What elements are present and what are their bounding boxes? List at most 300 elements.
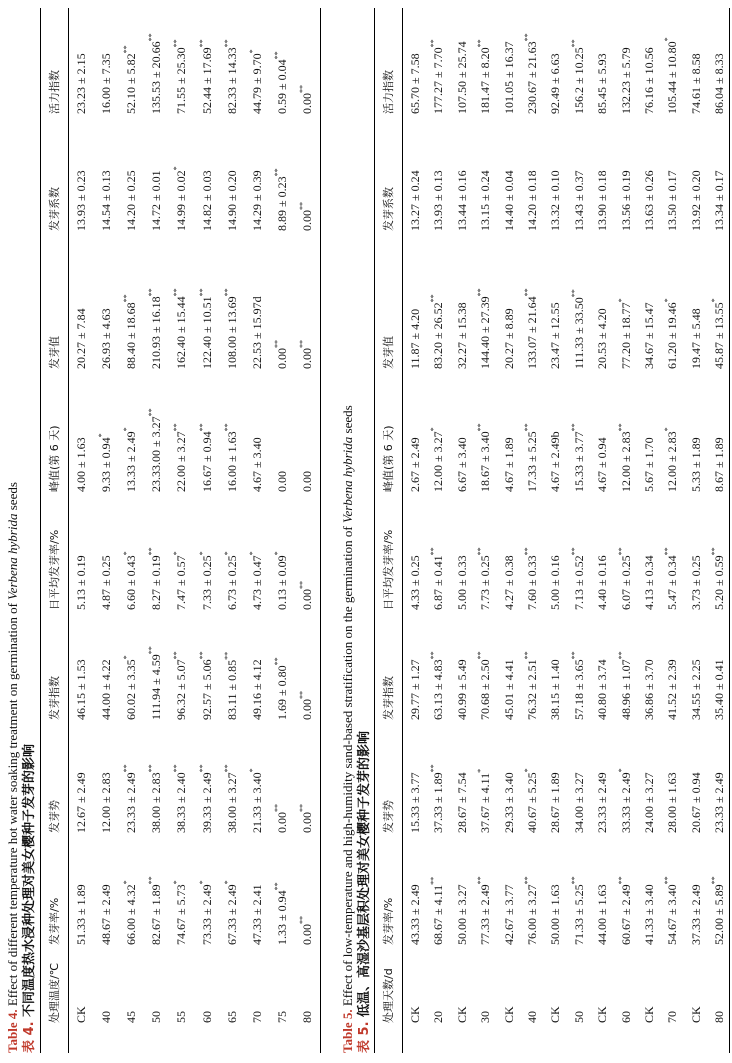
table-cell: 48.96 ± 1.07** [616, 651, 633, 720]
significance-mark: ** [147, 876, 157, 885]
row-label: CK [595, 1006, 610, 1023]
column-header: 发芽指数 [48, 676, 61, 720]
significance-mark: * [172, 880, 182, 885]
significance-mark: ** [569, 876, 579, 885]
table-cell: 28.67 ± 1.89 [548, 772, 563, 833]
table-4-title-cn: 不同温度热水浸种处理对美女樱种子发芽的影响 [22, 743, 37, 1022]
table-cell: 14.20 ± 0.25 [124, 170, 139, 231]
column-header: 峰值(第 6 天) [48, 425, 61, 492]
table-cell: 0.00 [274, 471, 289, 492]
significance-mark: ** [569, 547, 579, 556]
table-cell: 54.67 ± 3.40** [663, 876, 680, 945]
row-label: CK [74, 1006, 88, 1023]
table-cell: 37.33 ± 2.49 [688, 884, 703, 945]
table-cell: 41.52 ± 2.39 [665, 659, 680, 720]
significance-mark: ** [663, 876, 673, 885]
significance-mark: ** [272, 804, 282, 812]
table-cell: 0.00** [272, 340, 289, 369]
column-header: 处理天数/d [382, 968, 395, 1023]
table-row [660, 8, 685, 1053]
table-row [497, 8, 522, 1053]
significance-mark: ** [272, 882, 282, 891]
table-cell: 71.33 ± 5.25** [569, 876, 586, 945]
table-cell: 17.33 ± 5.25** [523, 423, 539, 492]
row-label: 70 [249, 1011, 264, 1023]
table-cell: 0.00** [297, 202, 314, 231]
table-row [270, 8, 295, 1053]
table-cell: 4.33 ± 0.25 [408, 555, 422, 610]
column-header: 发芽指数 [382, 676, 395, 720]
table-cell: 40.67 ± 5.25* [523, 768, 539, 833]
column-header: 发芽势 [48, 800, 61, 833]
table-4-title-en: Effect of different temperature hot water soaking treatment on germination of [5, 599, 20, 1010]
table-cell: 12.67 ± 2.49 [74, 772, 88, 833]
table-cell: 5.20 ± 0.59** [710, 547, 727, 610]
significance-mark: ** [147, 408, 157, 417]
table-5 [336, 0, 732, 1063]
column-header: 活力指数 [48, 70, 61, 114]
table-cell: 3.73 ± 0.25 [688, 555, 703, 610]
row-label: CK [642, 1006, 656, 1023]
table-cell: 28.67 ± 7.54 [454, 772, 469, 833]
table-5-header-rule [402, 8, 403, 1053]
significance-mark: * [476, 768, 486, 773]
table-cell: 88.40 ± 18.68** [122, 294, 139, 369]
table-cell: 0.00** [297, 581, 314, 610]
table-cell: 26.93 ± 4.63 [99, 308, 114, 369]
table-cell: 19.47 ± 5.48 [688, 308, 703, 369]
column-header: 发芽势 [382, 800, 395, 833]
table-cell: 4.27 ± 0.38 [501, 555, 516, 610]
table-cell: 14.72 ± 0.01 [149, 170, 164, 231]
row-label: 60 [199, 1011, 214, 1023]
significance-mark: ** [122, 764, 132, 773]
table-cell: 50.00 ± 1.63 [548, 884, 563, 945]
row-label: 80 [712, 1011, 727, 1023]
table-cell: 73.33 ± 2.49* [197, 880, 214, 945]
table-cell: 37.33 ± 1.89** [429, 764, 446, 833]
table-cell: 14.20 ± 0.18 [525, 170, 539, 231]
table-cell: 111.33 ± 33.50** [569, 289, 586, 369]
table-cell: 156.2 ± 10.25** [569, 39, 586, 114]
table-cell: 8.27 ± 0.19** [147, 547, 164, 610]
table-cell: 49.16 ± 4.12 [249, 659, 264, 720]
table-cell: 13.27 ± 0.24 [408, 170, 422, 231]
significance-mark: * [429, 427, 439, 432]
table-cell: 52.44 ± 17.69** [197, 39, 214, 114]
row-label: 75 [274, 1011, 289, 1023]
table-cell: 13.44 ± 0.16 [454, 170, 469, 231]
table-cell: 1.69 ± 0.80** [272, 657, 289, 720]
table-row [403, 8, 428, 1053]
table-cell: 57.18 ± 3.65** [569, 651, 586, 720]
table-cell: 38.15 ± 1.40 [548, 659, 563, 720]
table-cell: 4.67 ± 0.94 [595, 437, 610, 492]
table-row [144, 8, 169, 1053]
significance-mark: ** [147, 547, 157, 556]
table-5-number: Table 5. [340, 1009, 355, 1053]
significance-mark: * [122, 880, 132, 885]
table-cell: 92.49 ± 6.63 [548, 53, 563, 114]
significance-mark: * [122, 655, 132, 660]
significance-mark: ** [429, 294, 439, 303]
significance-mark: ** [616, 651, 626, 660]
table-cell: 34.67 ± 15.47 [642, 302, 656, 369]
table-row [590, 8, 615, 1053]
significance-mark: ** [569, 423, 579, 432]
significance-mark: ** [147, 646, 157, 655]
row-label: 55 [174, 1011, 189, 1023]
table-cell: 122.40 ± 10.51** [197, 288, 214, 369]
table-5-number-cn: 表 5. [357, 1021, 372, 1053]
table-cell: 47.33 ± 2.41 [249, 884, 264, 945]
table-cell: 71.55 ± 25.30** [172, 39, 189, 114]
table-cell: 177.27 ± 7.70** [429, 39, 446, 114]
table-cell: 36.86 ± 3.70 [642, 659, 656, 720]
significance-mark: ** [523, 547, 532, 556]
table-cell: 13.50 ± 0.17 [665, 170, 680, 231]
table-4-species: Verbena hybrida [5, 513, 20, 600]
table-cell: 4.67 ± 3.40 [249, 437, 264, 492]
significance-mark: ** [523, 876, 532, 885]
table-cell: 24.00 ± 3.27 [642, 772, 656, 833]
column-header: 发芽值 [48, 336, 61, 369]
column-header: 发芽系数 [48, 187, 61, 231]
row-label: CK [501, 1006, 516, 1023]
significance-mark: ** [569, 289, 579, 298]
significance-mark: ** [476, 423, 486, 432]
table-cell: 76.16 ± 10.56 [642, 47, 656, 114]
table-cell: 14.99 ± 0.02* [172, 166, 189, 231]
significance-mark: ** [272, 340, 282, 348]
table-cell: 28.00 ± 1.63 [665, 772, 680, 833]
table-5-title-cn: 低温、高湿沙基层积处理对美女樱种子发芽的影响 [357, 730, 372, 1022]
row-label: 40 [99, 1011, 114, 1023]
table-cell: 5.67 ± 1.70 [642, 437, 656, 492]
table-cell: 82.33 ± 14.33** [222, 39, 239, 114]
significance-mark: * [247, 49, 257, 54]
table-cell: 15.33 ± 3.77** [569, 423, 586, 492]
table-cell: 132.23 ± 5.79 [618, 47, 633, 114]
table-4-caption-en [5, 482, 21, 1053]
significance-mark: ** [172, 764, 182, 773]
table-cell: 34.55 ± 2.25 [688, 659, 703, 720]
significance-mark: ** [272, 168, 282, 177]
table-cell: 23.33 ± 2.49** [122, 764, 139, 833]
table-cell: 60.02 ± 3.35* [122, 655, 139, 720]
table-4-caption-cn [21, 744, 38, 1053]
table-cell: 5.00 ± 0.16 [548, 555, 563, 610]
significance-mark: ** [297, 85, 307, 93]
significance-mark: ** [172, 423, 182, 432]
significance-mark: ** [147, 288, 157, 297]
significance-mark: ** [616, 423, 626, 432]
row-label: 70 [665, 1011, 680, 1023]
table-cell: 0.00** [297, 916, 314, 945]
table-cell: 13.43 ± 0.37 [571, 170, 586, 231]
table-cell: 111.94 ± 4.59** [147, 646, 164, 720]
table-row [94, 8, 119, 1053]
table-row [450, 8, 475, 1053]
table-row [520, 8, 545, 1053]
table-cell: 0.00** [297, 804, 314, 833]
significance-mark: ** [476, 288, 486, 297]
table-cell: 77.20 ± 18.77* [616, 298, 633, 369]
table-cell: 4.67 ± 2.49b [548, 431, 563, 492]
table-cell: 0.00** [297, 340, 314, 369]
table-cell: 68.67 ± 4.11** [429, 876, 446, 945]
significance-mark: ** [429, 876, 439, 885]
table-5-caption-en [340, 405, 356, 1053]
table-cell: 20.53 ± 4.20 [595, 308, 610, 369]
table-cell: 14.90 ± 0.20 [224, 170, 239, 231]
table-cell: 12.00 ± 2.83** [616, 423, 633, 492]
significance-mark: ** [222, 423, 232, 432]
table-cell: 46.15 ± 1.53 [74, 659, 88, 720]
significance-mark: ** [616, 876, 626, 885]
table-cell: 60.67 ± 2.49** [616, 876, 633, 945]
table-4-title-tail: seeds [5, 482, 20, 514]
significance-mark: ** [297, 581, 307, 589]
column-header: 发芽系数 [382, 187, 395, 231]
significance-mark: * [97, 433, 107, 438]
table-cell: 76.32 ± 2.51** [523, 651, 539, 720]
row-label: CK [548, 1006, 563, 1023]
table-cell: 33.33 ± 2.49* [616, 768, 633, 833]
table-cell: 70.68 ± 2.50** [476, 651, 493, 720]
table-cell: 2.67 ± 2.49 [408, 437, 422, 492]
table-cell: 7.13 ± 0.52** [569, 547, 586, 610]
table-cell: 162.40 ± 15.44** [172, 288, 189, 369]
table-cell: 66.00 ± 4.32* [122, 880, 139, 945]
table-cell: 6.07 ± 0.25** [616, 547, 633, 610]
table-cell: 23.47 ± 12.55 [548, 302, 563, 369]
table-cell: 74.61 ± 8.58 [688, 53, 703, 114]
table-cell: 96.32 ± 5.07** [172, 651, 189, 720]
table-cell: 9.33 ± 0.94* [97, 433, 114, 492]
significance-mark: ** [122, 45, 132, 54]
significance-mark: ** [297, 804, 307, 812]
significance-mark: ** [297, 916, 307, 924]
significance-mark: ** [429, 651, 439, 660]
table-row [543, 8, 568, 1053]
table-cell: 6.67 ± 3.40 [454, 437, 469, 492]
significance-mark: * [122, 427, 132, 432]
table-cell: 43.33 ± 2.49 [408, 884, 422, 945]
table-cell: 13.93 ± 0.13 [431, 170, 446, 231]
table-cell: 21.33 ± 3.40* [247, 768, 264, 833]
table-4-header-rule [68, 8, 69, 1053]
table-cell: 0.59 ± 0.04** [272, 51, 289, 114]
table-cell: 23.33 ± 2.49 [595, 772, 610, 833]
table-cell: 5.13 ± 0.19 [74, 555, 88, 610]
significance-mark: ** [197, 423, 207, 432]
table-row [473, 8, 498, 1053]
table-row [567, 8, 592, 1053]
table-cell: 14.54 ± 0.13 [99, 170, 114, 231]
table-cell: 7.60 ± 0.33** [523, 547, 539, 610]
significance-mark: ** [476, 547, 486, 556]
row-label: 60 [618, 1011, 633, 1023]
table-cell: 39.33 ± 2.49** [197, 764, 214, 833]
significance-mark: * [663, 37, 673, 42]
significance-mark: * [247, 551, 257, 556]
table-5-top-rule [374, 8, 375, 1053]
table-cell: 50.00 ± 3.27 [454, 884, 469, 945]
table-cell: 8.67 ± 1.89 [712, 437, 727, 492]
significance-mark: ** [663, 547, 673, 556]
table-cell: 76.00 ± 3.27** [523, 876, 539, 945]
significance-mark: * [197, 880, 207, 885]
table-cell: 13.32 ± 0.10 [548, 170, 563, 231]
significance-mark: ** [476, 39, 486, 48]
table-cell: 52.10 ± 5.82** [122, 45, 139, 114]
table-cell: 23.33 ± 2.49 [712, 772, 727, 833]
table-cell: 16.67 ± 0.94** [197, 423, 214, 492]
table-cell: 7.33 ± 0.25* [197, 551, 214, 610]
significance-mark: ** [122, 294, 132, 303]
table-cell: 41.33 ± 3.40 [642, 884, 656, 945]
table-cell: 74.67 ± 5.73* [172, 880, 189, 945]
significance-mark: ** [710, 547, 720, 556]
table-cell: 4.73 ± 0.47* [247, 551, 264, 610]
row-label: 30 [478, 1011, 493, 1023]
table-5-title-en: Effect of low-temperature and high-humidity sand-based stratification on the germination of [340, 523, 355, 1010]
table-cell: 37.67 ± 4.11* [476, 768, 493, 833]
row-label: 45 [124, 1011, 139, 1023]
significance-mark: ** [197, 39, 207, 48]
table-cell: 13.33 ± 2.49* [122, 427, 139, 492]
table-cell: 107.50 ± 25.74 [454, 41, 469, 114]
table-cell: 65.70 ± 7.58 [408, 53, 422, 114]
table-cell: 5.00 ± 0.33 [454, 555, 469, 610]
header-row [42, 8, 67, 1053]
table-cell: 13.90 ± 0.18 [595, 170, 610, 231]
table-cell: 52.00 ± 5.89** [710, 876, 727, 945]
table-cell: 14.29 ± 0.39 [249, 170, 264, 231]
significance-mark: ** [172, 651, 182, 660]
table-cell: 5.47 ± 0.34** [663, 547, 680, 610]
table-cell: 12.00 ± 2.83* [663, 427, 680, 492]
table-5-bottom-rule [729, 8, 730, 1053]
table-cell: 1.33 ± 0.94** [272, 882, 289, 945]
table-cell: 63.13 ± 4.83** [429, 651, 446, 720]
table-cell: 20.27 ± 7.84 [74, 308, 88, 369]
table-cell: 7.47 ± 0.57* [172, 551, 189, 610]
table-cell: 77.33 ± 2.49** [476, 876, 493, 945]
significance-mark: ** [569, 39, 579, 48]
row-label: 80 [299, 1011, 314, 1023]
significance-mark: ** [172, 288, 182, 297]
table-4-bottom-rule [320, 8, 321, 1053]
significance-mark: ** [197, 288, 207, 297]
table-cell: 35.40 ± 0.41 [712, 659, 727, 720]
column-header: 峰值(第 6 天) [382, 425, 395, 492]
table-cell: 38.00 ± 3.27** [222, 764, 239, 833]
table-row [169, 8, 194, 1053]
table-cell: 23.23 ± 2.15 [74, 53, 88, 114]
table-cell: 42.67 ± 3.77 [501, 884, 516, 945]
table-cell: 210.93 ± 16.18** [147, 288, 164, 369]
row-label: CK [454, 1006, 469, 1023]
significance-mark: ** [272, 657, 282, 666]
table-cell: 4.40 ± 0.16 [595, 555, 610, 610]
table-4-number-cn: 表 4. [22, 1021, 37, 1053]
table-cell: 101.05 ± 16.37 [501, 41, 516, 114]
table-cell: 6.60 ± 0.43* [122, 551, 139, 610]
table-cell: 82.67 ± 1.89** [147, 876, 164, 945]
significance-mark: ** [197, 764, 207, 773]
significance-mark: ** [222, 288, 232, 297]
significance-mark: ** [222, 764, 232, 773]
significance-mark: ** [272, 51, 282, 60]
significance-mark: * [122, 551, 132, 556]
row-label: 65 [224, 1011, 239, 1023]
table-cell: 13.15 ± 0.24 [478, 170, 493, 231]
table-row [195, 8, 220, 1053]
column-header: 日平均发芽率/% [48, 529, 61, 610]
table-cell: 38.00 ± 2.83** [147, 764, 164, 833]
table-cell: 14.82 ± 0.03 [199, 170, 214, 231]
table-cell: 13.63 ± 0.26 [642, 170, 656, 231]
table-cell: 12.00 ± 2.83 [99, 772, 114, 833]
table-cell: 7.73 ± 0.25** [476, 547, 493, 610]
table-cell: 14.40 ± 0.04 [501, 170, 516, 231]
significance-mark: * [222, 551, 232, 556]
table-cell: 32.27 ± 15.38 [454, 302, 469, 369]
table-cell: 4.87 ± 0.25 [99, 555, 114, 610]
significance-mark: ** [476, 876, 486, 885]
table-cell: 22.00 ± 3.27** [172, 423, 189, 492]
significance-mark: * [616, 298, 626, 303]
table-cell: 6.73 ± 0.25* [222, 551, 239, 610]
table-row [69, 8, 94, 1053]
table-row [426, 8, 451, 1053]
significance-mark: ** [222, 39, 232, 48]
table-cell: 67.33 ± 2.49* [222, 880, 239, 945]
table-cell: 44.79 ± 9.70* [247, 49, 264, 114]
table-4-number: Table 4. [5, 1009, 20, 1053]
table-cell: 108.00 ± 13.69** [222, 288, 239, 369]
table-cell: 48.67 ± 2.49 [99, 884, 114, 945]
significance-mark: ** [523, 651, 532, 660]
table-cell: 4.67 ± 1.89 [501, 437, 516, 492]
table-cell: 45.01 ± 4.41 [501, 659, 516, 720]
significance-mark: * [663, 298, 673, 303]
significance-mark: ** [429, 547, 439, 556]
table-cell: 51.33 ± 1.89 [74, 884, 88, 945]
table-cell: 13.93 ± 0.23 [74, 170, 88, 231]
significance-mark: * [710, 298, 720, 303]
table-cell: 45.87 ± 13.55* [710, 298, 727, 369]
significance-mark: ** [523, 288, 532, 297]
significance-mark: ** [476, 651, 486, 660]
significance-mark: ** [147, 764, 157, 773]
table-cell: 181.47 ± 8.20** [476, 39, 493, 114]
table-5-species: Verbena hybrida [340, 436, 355, 524]
table-cell: 86.04 ± 8.33 [712, 53, 727, 114]
row-label: CK [688, 1006, 703, 1023]
significance-mark: ** [147, 33, 157, 42]
significance-mark: * [172, 551, 182, 556]
table-cell: 16.00 ± 1.63** [222, 423, 239, 492]
table-cell: 13.34 ± 0.17 [712, 170, 727, 231]
significance-mark: ** [297, 340, 307, 348]
table-5-title-tail: seeds [340, 405, 355, 437]
table-cell: 29.77 ± 1.27 [408, 659, 422, 720]
table-cell: 0.00** [297, 85, 314, 114]
significance-mark: ** [222, 651, 232, 660]
